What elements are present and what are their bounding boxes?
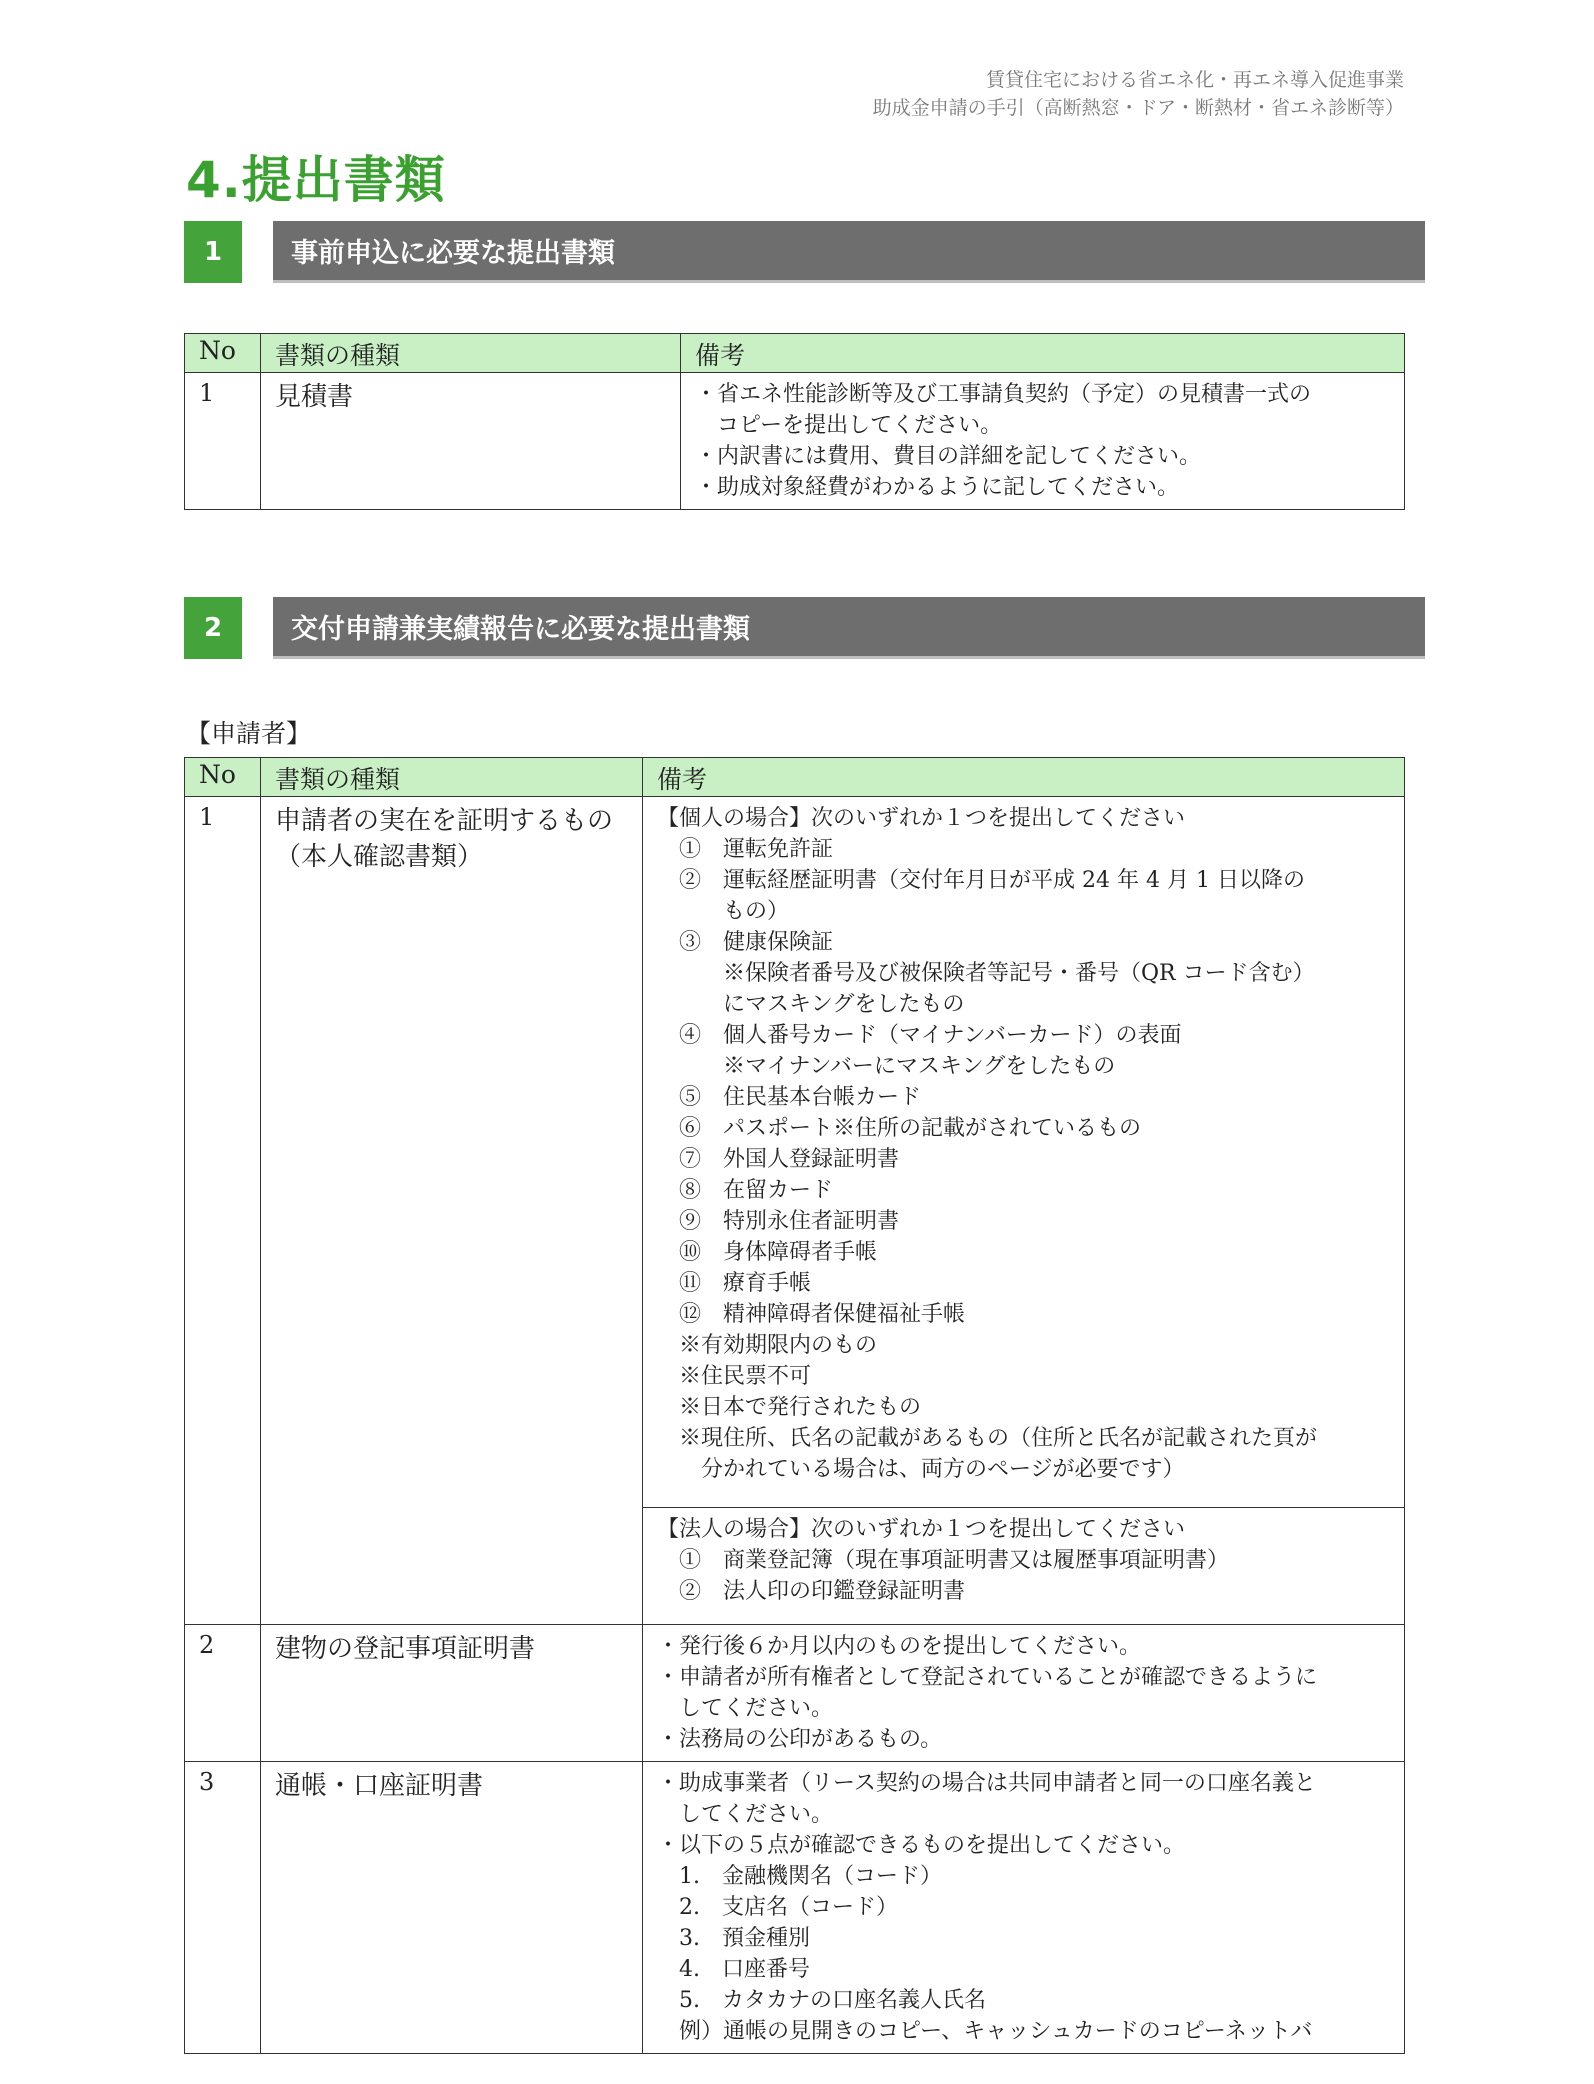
note-line: 【法人の場合】次のいずれか１つを提出してください bbox=[657, 1517, 1186, 1542]
header-note-line: 賃貸住宅における省エネ化・再エネ導入促進事業 bbox=[985, 69, 1404, 91]
note-line: ・省エネ性能診断等及び工事請負契約（予定）の見積書一式の bbox=[695, 382, 1312, 407]
applicant-label: 【申請者】 bbox=[186, 719, 312, 748]
page-title: 4.提出書類 bbox=[186, 151, 446, 209]
row-kind: 見積書 bbox=[261, 373, 681, 510]
note-line: ・助成事業者（リース契約の場合は共同申請者と同一の口座名義と bbox=[657, 1771, 1316, 1796]
header-note-line: 助成金申請の手引（高断熱窓・ドア・断熱材・省エネ診断等） bbox=[872, 97, 1404, 119]
table-header-row bbox=[185, 334, 1405, 373]
section-1-number: 1 bbox=[184, 221, 242, 283]
note-line: ※日本で発行されたもの bbox=[657, 1395, 922, 1420]
row-kind: 建物の登記事項証明書 bbox=[261, 1625, 643, 1762]
note-line: ・助成対象経費がわかるように記してください。 bbox=[695, 475, 1180, 500]
application-documents-table bbox=[184, 757, 1405, 2054]
individual-id-note bbox=[643, 797, 1405, 1508]
note-line: ・発行後６か月以内のものを提出してください。 bbox=[657, 1634, 1142, 1659]
row-no: 1 bbox=[185, 797, 261, 1625]
note-line: ④ 個人番号カード（マイナンバーカード）の表面 bbox=[657, 1023, 1182, 1048]
section-2-title: 交付申請兼実績報告に必要な提出書類 bbox=[273, 597, 1425, 659]
note-line: ・申請者が所有権者として登記されていることが確認できるように bbox=[657, 1665, 1318, 1690]
note-line: ⑦ 外国人登録証明書 bbox=[657, 1147, 900, 1172]
header-kind: 書類の種類 bbox=[261, 758, 643, 797]
section-2-number: 2 bbox=[184, 597, 242, 659]
row-no: 3 bbox=[185, 1762, 261, 2054]
row-kind: 申請者の実在を証明するもの（本人確認書類） bbox=[261, 797, 643, 1625]
note-line: ※保険者番号及び被保険者等記号・番号（QR コード含む） bbox=[657, 961, 1315, 986]
header-no: No bbox=[185, 334, 261, 373]
note-line: ⑧ 在留カード bbox=[657, 1178, 834, 1203]
header-note: 備考 bbox=[681, 334, 1405, 373]
row-no: 2 bbox=[185, 1625, 261, 1762]
row-note bbox=[681, 373, 1405, 510]
pre-application-documents-table bbox=[184, 333, 1405, 510]
note-line: 3. 預金種別 bbox=[657, 1926, 810, 1951]
note-line: もの） bbox=[657, 899, 790, 924]
row-no: 1 bbox=[185, 373, 261, 510]
document-header-note bbox=[873, 66, 1404, 122]
note-line: 【個人の場合】次のいずれか１つを提出してください bbox=[657, 806, 1186, 831]
note-line: 5. カタカナの口座名義人氏名 bbox=[657, 1988, 986, 2013]
note-line: 分かれている場合は、両方のページが必要です） bbox=[657, 1457, 1185, 1482]
note-line: ⑪ 療育手帳 bbox=[657, 1271, 812, 1296]
note-line: ・法務局の公印があるもの。 bbox=[657, 1727, 943, 1752]
note-line: ⑩ 身体障碍者手帳 bbox=[657, 1240, 878, 1265]
note-line: 2. 支店名（コード） bbox=[657, 1895, 898, 1920]
table-header-row bbox=[185, 758, 1405, 797]
table-row bbox=[185, 1625, 1405, 1762]
table-row bbox=[185, 373, 1405, 510]
note-line: ⑤ 住民基本台帳カード bbox=[657, 1085, 922, 1110]
corporate-id-note bbox=[643, 1508, 1405, 1625]
note-line: コピーを提出してください。 bbox=[695, 413, 1003, 438]
row-kind: 通帳・口座証明書 bbox=[261, 1762, 643, 2054]
note-line: してください。 bbox=[657, 1696, 834, 1721]
note-line: ・内訳書には費用、費目の詳細を記してください。 bbox=[695, 444, 1202, 469]
note-line: してください。 bbox=[657, 1802, 834, 1827]
note-line: にマスキングをしたもの bbox=[657, 992, 965, 1017]
section-1-title: 事前申込に必要な提出書類 bbox=[273, 221, 1425, 283]
note-line: ② 運転経歴証明書（交付年月日が平成 24 年 4 月 1 日以降の bbox=[657, 868, 1305, 893]
note-line: 4. 口座番号 bbox=[657, 1957, 810, 1982]
row-note bbox=[643, 1625, 1405, 1762]
note-line: ① 商業登記簿（現在事項証明書又は履歴事項証明書） bbox=[657, 1548, 1230, 1573]
note-line: ・以下の５点が確認できるものを提出してください。 bbox=[657, 1833, 1186, 1858]
note-line: ※有効期限内のもの bbox=[657, 1333, 878, 1358]
header-no: No bbox=[185, 758, 261, 797]
note-line: 1. 金融機関名（コード） bbox=[657, 1864, 942, 1889]
note-line: ① 運転免許証 bbox=[657, 837, 834, 862]
note-line: ※マイナンバーにマスキングをしたもの bbox=[657, 1054, 1116, 1079]
table-row bbox=[185, 797, 1405, 1508]
note-line: ② 法人印の印鑑登録証明書 bbox=[657, 1579, 966, 1604]
note-line: ※現住所、氏名の記載があるもの（住所と氏名が記載された頁が bbox=[657, 1426, 1318, 1451]
note-line: ⑥ パスポート※住所の記載がされているもの bbox=[657, 1116, 1142, 1141]
note-line: ⑫ 精神障碍者保健福祉手帳 bbox=[657, 1302, 966, 1327]
note-line: ※住民票不可 bbox=[657, 1364, 812, 1389]
note-line: 例）通帳の見開きのコピー、キャッシュカードのコピーネットバ bbox=[657, 2019, 1313, 2044]
header-note: 備考 bbox=[643, 758, 1405, 797]
table-row bbox=[185, 1762, 1405, 2054]
row-note bbox=[643, 1762, 1405, 2054]
note-line: ⑨ 特別永住者証明書 bbox=[657, 1209, 900, 1234]
note-line: ③ 健康保険証 bbox=[657, 930, 834, 955]
header-kind: 書類の種類 bbox=[261, 334, 681, 373]
